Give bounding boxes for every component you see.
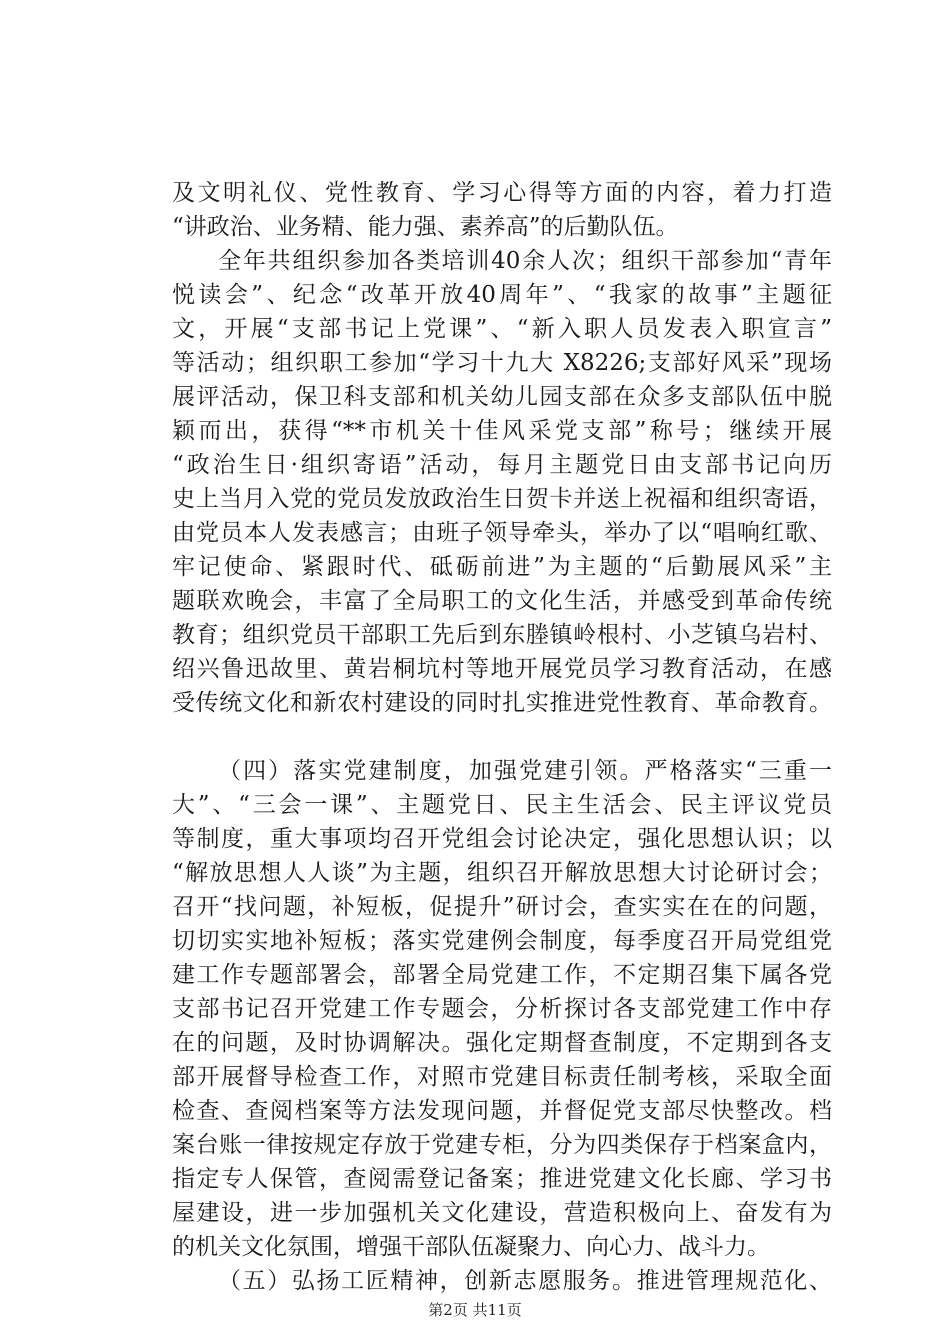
page-number-footer: 第2页 共11页 [428,1301,522,1319]
body-text-line: 大”、“三会一课”、主题党日、民主生活会、民主评议党员 [172,792,832,818]
body-text-line: 指定专人保管，查阅需登记备案；推进党建文化长廊、学习书 [172,1166,832,1192]
body-text-line: 等制度，重大事项均召开党组会讨论决定，强化思想认识；以 [172,826,832,852]
body-text-line: 召开“找问题，补短板，促提升”研讨会，查实实在在的问题， [172,894,832,920]
body-text-line: 案台账一律按规定存放于党建专柜，分为四类保存于档案盒内， [172,1132,832,1158]
body-text-line: “解放思想人人谈”为主题，组织召开解放思想大讨论研讨会； [172,860,832,886]
body-text-line: 绍兴鲁迅故里、黄岩桐坑村等地开展党员学习教育活动，在感 [172,656,832,682]
section-heading-line: （五）弘扬工匠精神，创新志愿服务。推进管理规范化、 [218,1268,832,1294]
body-text-line: “讲政治、业务精、能力强、素养高”的后勤队伍。 [172,214,679,240]
body-text-line: 建工作专题部署会，部署全局党建工作，不定期召集下属各党 [172,962,832,988]
body-text-line: 悦读会”、纪念“改革开放40周年”、“我家的故事”主题征 [172,282,832,308]
body-text-line: 的机关文化氛围，增强干部队伍凝聚力、向心力、战斗力。 [172,1234,770,1260]
body-text-line: 检查、查阅档案等方法发现问题，并督促党支部尽快整改。档 [172,1098,832,1124]
section-heading-line: （四）落实党建制度，加强党建引领。严格落实“三重一 [218,758,832,784]
body-text-line: 屋建设，进一步加强机关文化建设，营造积极向上、奋发有为 [172,1200,832,1226]
body-text-line: 展评活动，保卫科支部和机关幼儿园支部在众多支部队伍中脱 [172,384,832,410]
body-text-line: 颖而出，获得“**市机关十佳风采党支部”称号；继续开展 [172,418,832,444]
body-text-line: 由党员本人发表感言；由班子领导牵头，举办了以“唱响红歌、 [172,520,832,546]
body-text-line: 及文明礼仪、党性教育、学习心得等方面的内容，着力打造 [172,180,832,206]
body-text-line: 在的问题，及时协调解决。强化定期督查制度，不定期到各支 [172,1030,832,1056]
body-text-line: 题联欢晚会，丰富了全局职工的文化生活，并感受到革命传统 [172,588,832,614]
body-text-line: 受传统文化和新农村建设的同时扎实推进党性教育、革命教育。 [172,690,832,716]
body-text-line: 史上当月入党的党员发放政治生日贺卡并送上祝福和组织寄语， [172,486,832,512]
body-text-line: 全年共组织参加各类培训40余人次；组织干部参加“青年 [218,248,832,274]
body-text-line: 切切实实地补短板；落实党建例会制度，每季度召开局党组党 [172,928,832,954]
body-text-line: 等活动；组织职工参加“学习十九大 X8226;支部好风采”现场 [172,350,832,376]
body-text-line: “政治生日·组织寄语”活动，每月主题党日由支部书记向历 [172,452,832,478]
body-text-line: 支部书记召开党建工作专题会，分析探讨各支部党建工作中存 [172,996,832,1022]
body-text-line: 部开展督导检查工作，对照市党建目标责任制考核，采取全面 [172,1064,832,1090]
body-text-line: 牢记使命、紧跟时代、砥砺前进”为主题的“后勤展风采”主 [172,554,832,580]
body-text-line: 文，开展“支部书记上党课”、“新入职人员发表入职宣言” [172,316,832,342]
body-text-line: 教育；组织党员干部职工先后到东塍镇岭根村、小芝镇乌岩村、 [172,622,832,648]
